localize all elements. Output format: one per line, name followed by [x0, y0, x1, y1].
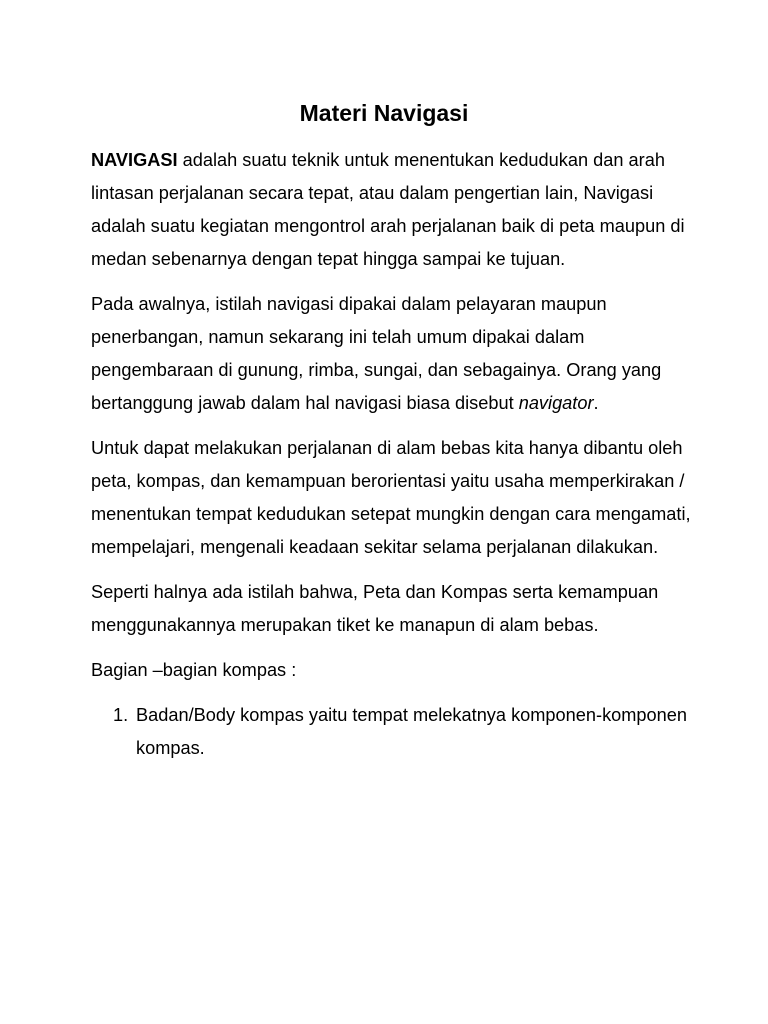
- term-navigasi: NAVIGASI: [91, 150, 178, 170]
- paragraph-history-text: Pada awalnya, istilah navigasi dipakai dalam pelayaran maupun penerbangan, namun sekarang ini telah umum dipakai dalam pengembaraan di gunung, rimba, sungai, dan sebagainya. Orang yang bertanggung jawab dalam hal navigasi biasa disebut: [91, 294, 662, 413]
- document-body: [91, 144, 691, 765]
- paragraph-compass-parts-heading: Bagian –bagian kompas :: [91, 660, 297, 680]
- list-item-marker: 1.: [113, 705, 129, 725]
- paragraph-history: [91, 288, 691, 420]
- paragraph-definition-text: adalah suatu teknik untuk menentukan kedudukan dan arah lintasan perjalanan secara tepat, atau dalam pengertian lain, Navigasi adalah suatu kegiatan mengontrol arah perjalanan baik di peta maupun di medan sebenarnya dengan tepat hingga sampai ke tujuan.: [91, 150, 685, 269]
- paragraph-history-end: .: [593, 393, 599, 413]
- paragraph-definition: [91, 144, 691, 276]
- page-title: Materi Navigasi: [299, 100, 469, 126]
- term-navigator: navigator: [518, 393, 594, 413]
- paragraph-orientation: Untuk dapat melakukan perjalanan di alam bebas kita hanya dibantu oleh peta, kompas, dan kemampuan berorientasi yaitu usaha memperkirakan / menentukan tempat kedudukan setepat mungkin dengan cara mengamati, mempelajari, mengenali keadaan sekitar selama perjalanan dilakukan.: [91, 438, 691, 557]
- paragraph-map-compass: Seperti halnya ada istilah bahwa, Peta dan Kompas serta kemampuan menggunakannya merupakan tiket ke manapun di alam bebas.: [91, 582, 659, 635]
- list-item: [91, 699, 691, 765]
- compass-parts-list: [91, 699, 691, 765]
- list-item-text: Badan/Body kompas yaitu tempat melekatnya komponen-komponen kompas.: [136, 705, 687, 758]
